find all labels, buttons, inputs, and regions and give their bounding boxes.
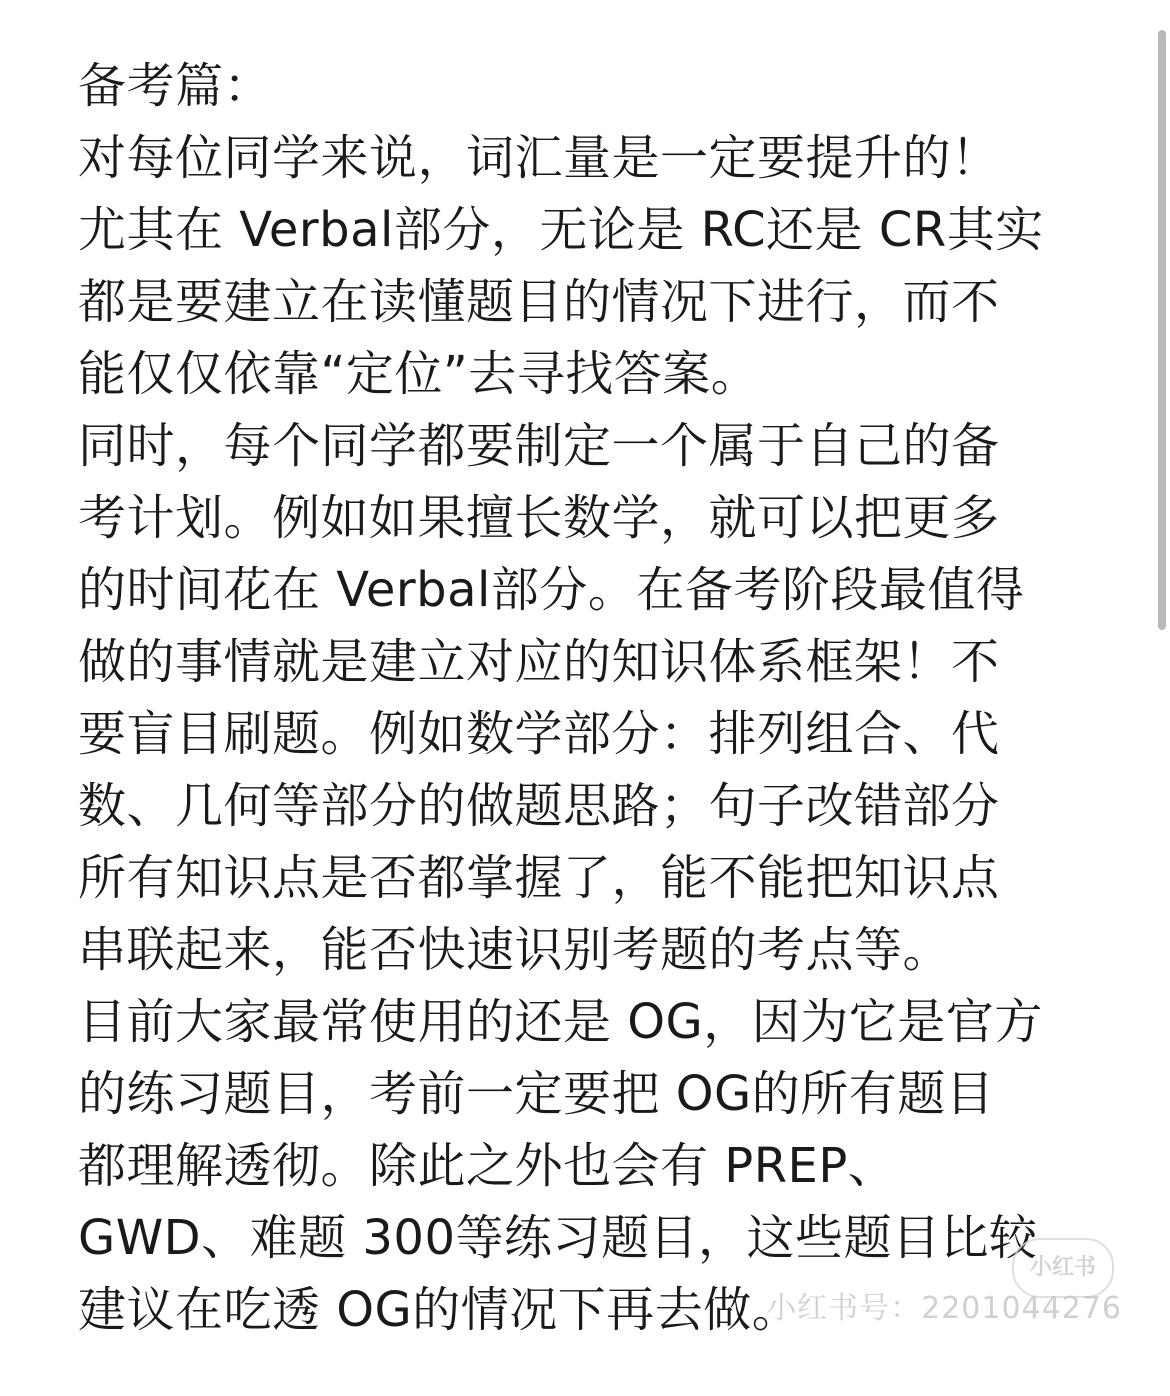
text-line: 都理解透彻。除此之外也会有 PREP、 (78, 1138, 897, 1194)
text-line: 做的事情就是建立对应的知识体系框架！不 (78, 634, 1000, 690)
text-line: 对每位同学来说，词汇量是一定要提升的！ (78, 130, 1000, 186)
text-line: 建议在吃透 OG的情况下再去做。 (78, 1282, 801, 1338)
watermark-logo: 小红书 (1012, 1238, 1114, 1298)
text-line: 尤其在 Verbal部分，无论是 RC还是 CR其实 (78, 202, 1044, 258)
text-line: 串联起来，能否快速识别考题的考点等。 (78, 922, 952, 978)
text-line: 要盲目刷题。例如数学部分：排列组合、代 (78, 706, 1000, 762)
text-line: GWD、难题 300等练习题目，这些题目比较 (78, 1210, 1038, 1266)
text-line: 考计划。例如如果擅长数学，就可以把更多 (78, 490, 1000, 546)
text-line: 都是要建立在读懂题目的情况下进行，而不 (78, 274, 1000, 330)
scrollbar[interactable] (1158, 18, 1166, 1378)
text-line-heading: 备考篇： (78, 58, 273, 114)
text-line: 的时间花在 Verbal部分。在备考阶段最值得 (78, 562, 1025, 618)
text-line: 目前大家最常使用的还是 OG，因为它是官方 (78, 994, 1043, 1050)
text-line: 数、几何等部分的做题思路；句子改错部分 (78, 778, 1000, 834)
watermark-id: 小红书号：2201044276 (766, 1291, 1122, 1326)
text-line: 能仅仅依靠“定位”去寻找答案。 (78, 346, 760, 402)
scrollbar-thumb[interactable] (1158, 30, 1166, 630)
text-line: 的练习题目，考前一定要把 OG的所有题目 (78, 1066, 995, 1122)
text-line: 同时，每个同学都要制定一个属于自己的备 (78, 418, 1000, 474)
article-text (78, 50, 1093, 1346)
text-line: 所有知识点是否都掌握了，能不能把知识点 (78, 850, 1000, 906)
